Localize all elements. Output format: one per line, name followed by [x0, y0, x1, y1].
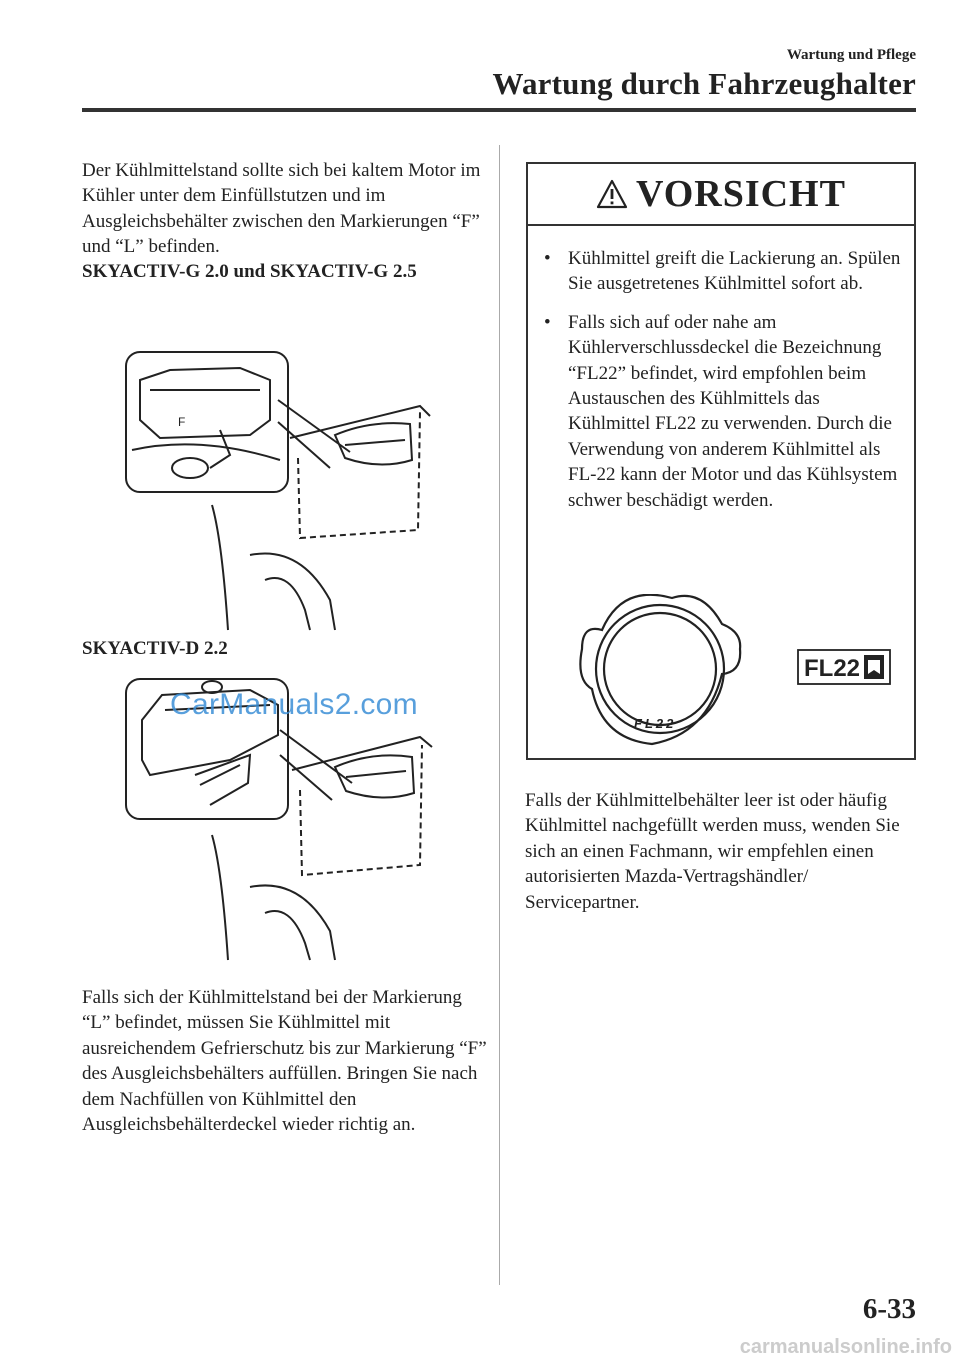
footer-watermark: carmanualsonline.info — [739, 1336, 952, 1358]
bullet: • — [544, 311, 551, 333]
engine-heading-gasoline: SKYACTIV-G 2.0 und SKYACTIV-G 2.5 — [82, 261, 417, 282]
warning-triangle-icon — [596, 179, 628, 209]
caution-header — [528, 164, 914, 226]
caution-item-text: Falls sich auf oder nahe am Kühlerverschlussdeckel die Bezeichnung “FL22” befindet, wird empfohlen beim Austauschen des Kühlmittels das Kühlmittel FL22 zu verwenden. Durch die Verwendung von anderem Kühlmittel als FL-22 kann der Motor und das Kühlsystem schwer beschädigt werden. — [568, 311, 898, 511]
caution-list — [544, 246, 904, 526]
bullet: • — [544, 248, 551, 269]
page-title: Wartung durch Fahrzeughalter — [492, 66, 916, 101]
page-number: 6-33 — [862, 1293, 916, 1325]
caution-item-text: Kühlmittel greift die Lackierung an. Spülen Sie ausgetretenes Kühlmittel sofort ab. — [568, 248, 901, 295]
caution-title: VORSICHT — [636, 173, 846, 215]
fl22-label-text: FL22 — [804, 655, 861, 682]
caution-item — [544, 246, 904, 297]
column-divider — [499, 145, 500, 1285]
refill-instructions-paragraph: Falls sich der Kühlmittelstand bei der Markierung “L” befindet, müssen Sie Kühlmittel mit ausreichendem Gefrierschutz bis zur Markierung “F” des Ausgleichsbehälters auffüllen. Bringen Sie nach dem Nachfüllen von Kühlmittel den Ausgleichsbehälterdeckel wieder richtig an. — [82, 987, 487, 1136]
section-label: Wartung und Pflege — [786, 47, 916, 63]
engine-heading-diesel: SKYACTIV-D 2.2 — [82, 638, 228, 659]
empty-reservoir-paragraph: Falls der Kühlmittelbehälter leer ist oder häufig Kühlmittel nachgefüllt werden muss, wenden Sie sich an einen Fachmann, wir empfehlen einen autorisierten Mazda-Vertragshändler/ Servicepartner. — [525, 790, 900, 913]
caution-item — [544, 310, 904, 513]
reservoir-illustration-gasoline — [120, 340, 440, 630]
cap-marking-text: FL22 — [634, 716, 677, 731]
watermark-text: CarManuals2.com — [170, 688, 418, 721]
radiator-cap-illustration — [542, 594, 904, 754]
caution-box — [526, 162, 916, 760]
title-rule — [82, 108, 916, 112]
coolant-level-paragraph: Der Kühlmittelstand sollte sich bei kaltem Motor im Kühler unter dem Einfüllstutzen und im Ausgleichsbehälter zwischen den Markierungen “F” und “L” befinden. — [82, 160, 481, 258]
svg-text:F: F — [178, 415, 186, 429]
